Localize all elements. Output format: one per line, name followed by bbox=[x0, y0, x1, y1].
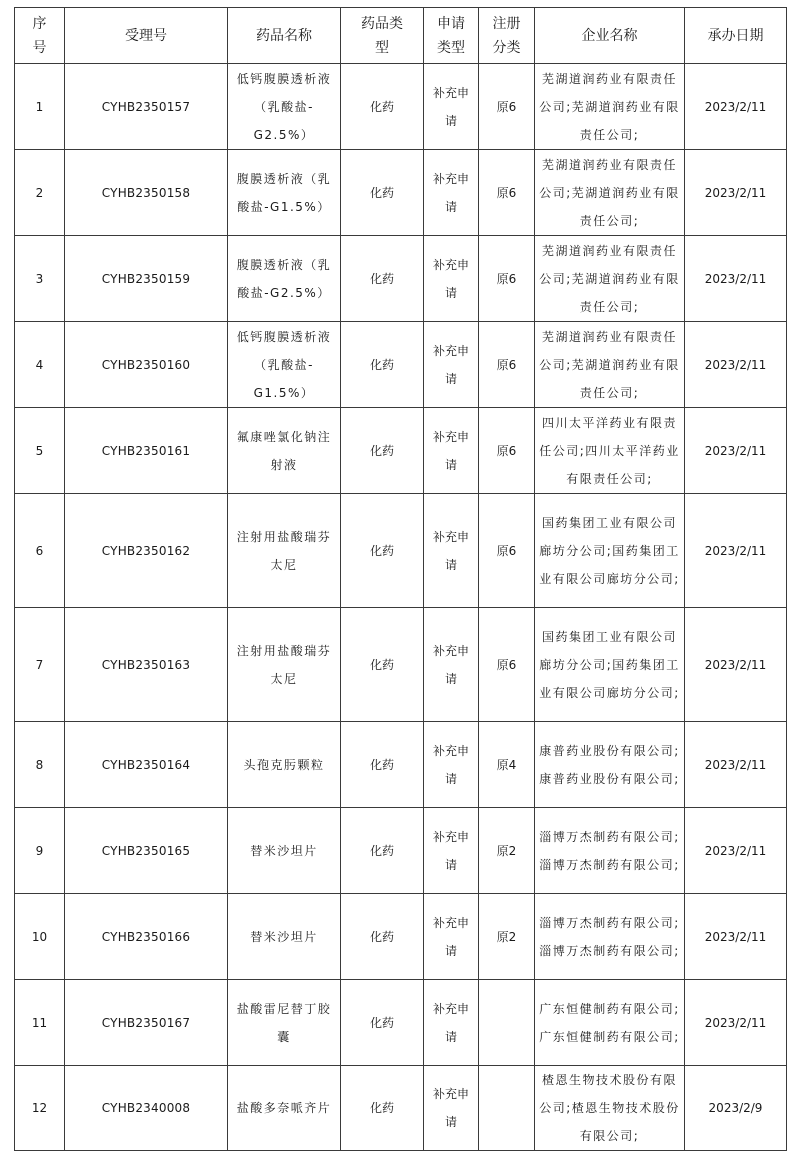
header-date: 承办日期 bbox=[685, 8, 787, 64]
cell-no: 9 bbox=[15, 808, 65, 894]
cell-registration-class bbox=[479, 1066, 535, 1151]
cell-registration-class: 原2 bbox=[479, 894, 535, 980]
cell-drug-type: 化药 bbox=[341, 1066, 424, 1151]
cell-date: 2023/2/11 bbox=[685, 408, 787, 494]
cell-drug-name: 替米沙坦片 bbox=[228, 894, 341, 980]
cell-registration-class: 原6 bbox=[479, 236, 535, 322]
cell-drug-type: 化药 bbox=[341, 322, 424, 408]
cell-application-type: 补充申请 bbox=[424, 808, 479, 894]
cell-acceptance-no: CYHB2350162 bbox=[65, 494, 228, 608]
cell-date: 2023/2/11 bbox=[685, 64, 787, 150]
cell-acceptance-no: CYHB2350159 bbox=[65, 236, 228, 322]
cell-drug-name: 盐酸雷尼替丁胶囊 bbox=[228, 980, 341, 1066]
header-registration-class: 注册分类 bbox=[479, 8, 535, 64]
cell-registration-class: 原6 bbox=[479, 608, 535, 722]
cell-drug-name: 低钙腹膜透析液（乳酸盐-G2.5%） bbox=[228, 64, 341, 150]
cell-company: 广东恒健制药有限公司;广东恒健制药有限公司; bbox=[535, 980, 685, 1066]
cell-date: 2023/2/11 bbox=[685, 236, 787, 322]
cell-company: 淄博万杰制药有限公司;淄博万杰制药有限公司; bbox=[535, 808, 685, 894]
cell-acceptance-no: CYHB2350160 bbox=[65, 322, 228, 408]
cell-application-type: 补充申请 bbox=[424, 1066, 479, 1151]
cell-company: 芜湖道润药业有限责任公司;芜湖道润药业有限责任公司; bbox=[535, 236, 685, 322]
cell-acceptance-no: CYHB2350165 bbox=[65, 808, 228, 894]
cell-acceptance-no: CYHB2340008 bbox=[65, 1066, 228, 1151]
cell-application-type: 补充申请 bbox=[424, 408, 479, 494]
cell-date: 2023/2/11 bbox=[685, 494, 787, 608]
cell-date: 2023/2/11 bbox=[685, 722, 787, 808]
table-row bbox=[15, 894, 787, 980]
cell-no: 4 bbox=[15, 322, 65, 408]
cell-acceptance-no: CYHB2350158 bbox=[65, 150, 228, 236]
header-drug-name: 药品名称 bbox=[228, 8, 341, 64]
cell-date: 2023/2/11 bbox=[685, 322, 787, 408]
cell-acceptance-no: CYHB2350157 bbox=[65, 64, 228, 150]
table-row bbox=[15, 808, 787, 894]
cell-drug-type: 化药 bbox=[341, 494, 424, 608]
cell-no: 7 bbox=[15, 608, 65, 722]
cell-registration-class: 原2 bbox=[479, 808, 535, 894]
header-company: 企业名称 bbox=[535, 8, 685, 64]
cell-company: 芜湖道润药业有限责任公司;芜湖道润药业有限责任公司; bbox=[535, 64, 685, 150]
cell-no: 8 bbox=[15, 722, 65, 808]
header-application-type: 申请类型 bbox=[424, 8, 479, 64]
cell-acceptance-no: CYHB2350161 bbox=[65, 408, 228, 494]
cell-drug-name: 氟康唑氯化钠注射液 bbox=[228, 408, 341, 494]
table-row bbox=[15, 322, 787, 408]
cell-drug-type: 化药 bbox=[341, 894, 424, 980]
cell-drug-name: 腹膜透析液（乳酸盐-G2.5%） bbox=[228, 236, 341, 322]
cell-drug-name: 低钙腹膜透析液（乳酸盐-G1.5%） bbox=[228, 322, 341, 408]
cell-application-type: 补充申请 bbox=[424, 322, 479, 408]
cell-application-type: 补充申请 bbox=[424, 64, 479, 150]
cell-acceptance-no: CYHB2350167 bbox=[65, 980, 228, 1066]
cell-drug-name: 腹膜透析液（乳酸盐-G1.5%） bbox=[228, 150, 341, 236]
table-row bbox=[15, 408, 787, 494]
cell-company: 芜湖道润药业有限责任公司;芜湖道润药业有限责任公司; bbox=[535, 322, 685, 408]
cell-no: 2 bbox=[15, 150, 65, 236]
cell-registration-class: 原6 bbox=[479, 494, 535, 608]
cell-company: 国药集团工业有限公司廊坊分公司;国药集团工业有限公司廊坊分公司; bbox=[535, 608, 685, 722]
cell-drug-type: 化药 bbox=[341, 236, 424, 322]
cell-acceptance-no: CYHB2350163 bbox=[65, 608, 228, 722]
cell-application-type: 补充申请 bbox=[424, 980, 479, 1066]
header-acceptance-no: 受理号 bbox=[65, 8, 228, 64]
cell-company: 康普药业股份有限公司;康普药业股份有限公司; bbox=[535, 722, 685, 808]
cell-application-type: 补充申请 bbox=[424, 236, 479, 322]
cell-drug-type: 化药 bbox=[341, 980, 424, 1066]
cell-company: 淄博万杰制药有限公司;淄博万杰制药有限公司; bbox=[535, 894, 685, 980]
cell-no: 10 bbox=[15, 894, 65, 980]
cell-registration-class: 原4 bbox=[479, 722, 535, 808]
cell-drug-name: 盐酸多奈哌齐片 bbox=[228, 1066, 341, 1151]
cell-date: 2023/2/11 bbox=[685, 980, 787, 1066]
table-row bbox=[15, 150, 787, 236]
cell-drug-type: 化药 bbox=[341, 722, 424, 808]
header-drug-type: 药品类型 bbox=[341, 8, 424, 64]
cell-no: 12 bbox=[15, 1066, 65, 1151]
cell-company: 四川太平洋药业有限责任公司;四川太平洋药业有限责任公司; bbox=[535, 408, 685, 494]
cell-drug-name: 注射用盐酸瑞芬太尼 bbox=[228, 608, 341, 722]
cell-application-type: 补充申请 bbox=[424, 894, 479, 980]
cell-acceptance-no: CYHB2350166 bbox=[65, 894, 228, 980]
cell-drug-type: 化药 bbox=[341, 64, 424, 150]
cell-registration-class: 原6 bbox=[479, 322, 535, 408]
cell-company: 国药集团工业有限公司廊坊分公司;国药集团工业有限公司廊坊分公司; bbox=[535, 494, 685, 608]
cell-application-type: 补充申请 bbox=[424, 608, 479, 722]
table-row bbox=[15, 1066, 787, 1151]
cell-drug-type: 化药 bbox=[341, 408, 424, 494]
cell-acceptance-no: CYHB2350164 bbox=[65, 722, 228, 808]
cell-no: 3 bbox=[15, 236, 65, 322]
cell-no: 1 bbox=[15, 64, 65, 150]
cell-date: 2023/2/9 bbox=[685, 1066, 787, 1151]
table-row bbox=[15, 236, 787, 322]
cell-no: 11 bbox=[15, 980, 65, 1066]
cell-drug-type: 化药 bbox=[341, 608, 424, 722]
cell-drug-name: 注射用盐酸瑞芬太尼 bbox=[228, 494, 341, 608]
cell-date: 2023/2/11 bbox=[685, 808, 787, 894]
cell-registration-class: 原6 bbox=[479, 150, 535, 236]
table-row bbox=[15, 64, 787, 150]
cell-drug-name: 替米沙坦片 bbox=[228, 808, 341, 894]
table-row bbox=[15, 722, 787, 808]
cell-no: 5 bbox=[15, 408, 65, 494]
cell-application-type: 补充申请 bbox=[424, 494, 479, 608]
cell-date: 2023/2/11 bbox=[685, 608, 787, 722]
cell-drug-type: 化药 bbox=[341, 808, 424, 894]
table-row bbox=[15, 980, 787, 1066]
cell-application-type: 补充申请 bbox=[424, 722, 479, 808]
cell-date: 2023/2/11 bbox=[685, 894, 787, 980]
table-row bbox=[15, 494, 787, 608]
cell-company: 芜湖道润药业有限责任公司;芜湖道润药业有限责任公司; bbox=[535, 150, 685, 236]
cell-date: 2023/2/11 bbox=[685, 150, 787, 236]
cell-drug-name: 头孢克肟颗粒 bbox=[228, 722, 341, 808]
cell-registration-class: 原6 bbox=[479, 64, 535, 150]
cell-registration-class bbox=[479, 980, 535, 1066]
cell-registration-class: 原6 bbox=[479, 408, 535, 494]
table-row bbox=[15, 608, 787, 722]
header-no: 序号 bbox=[15, 8, 65, 64]
cell-drug-type: 化药 bbox=[341, 150, 424, 236]
cell-no: 6 bbox=[15, 494, 65, 608]
cell-application-type: 补充申请 bbox=[424, 150, 479, 236]
drug-registration-table bbox=[14, 7, 787, 1151]
cell-company: 楂恩生物技术股份有限公司;楂恩生物技术股份有限公司; bbox=[535, 1066, 685, 1151]
table-header-row bbox=[15, 8, 787, 64]
